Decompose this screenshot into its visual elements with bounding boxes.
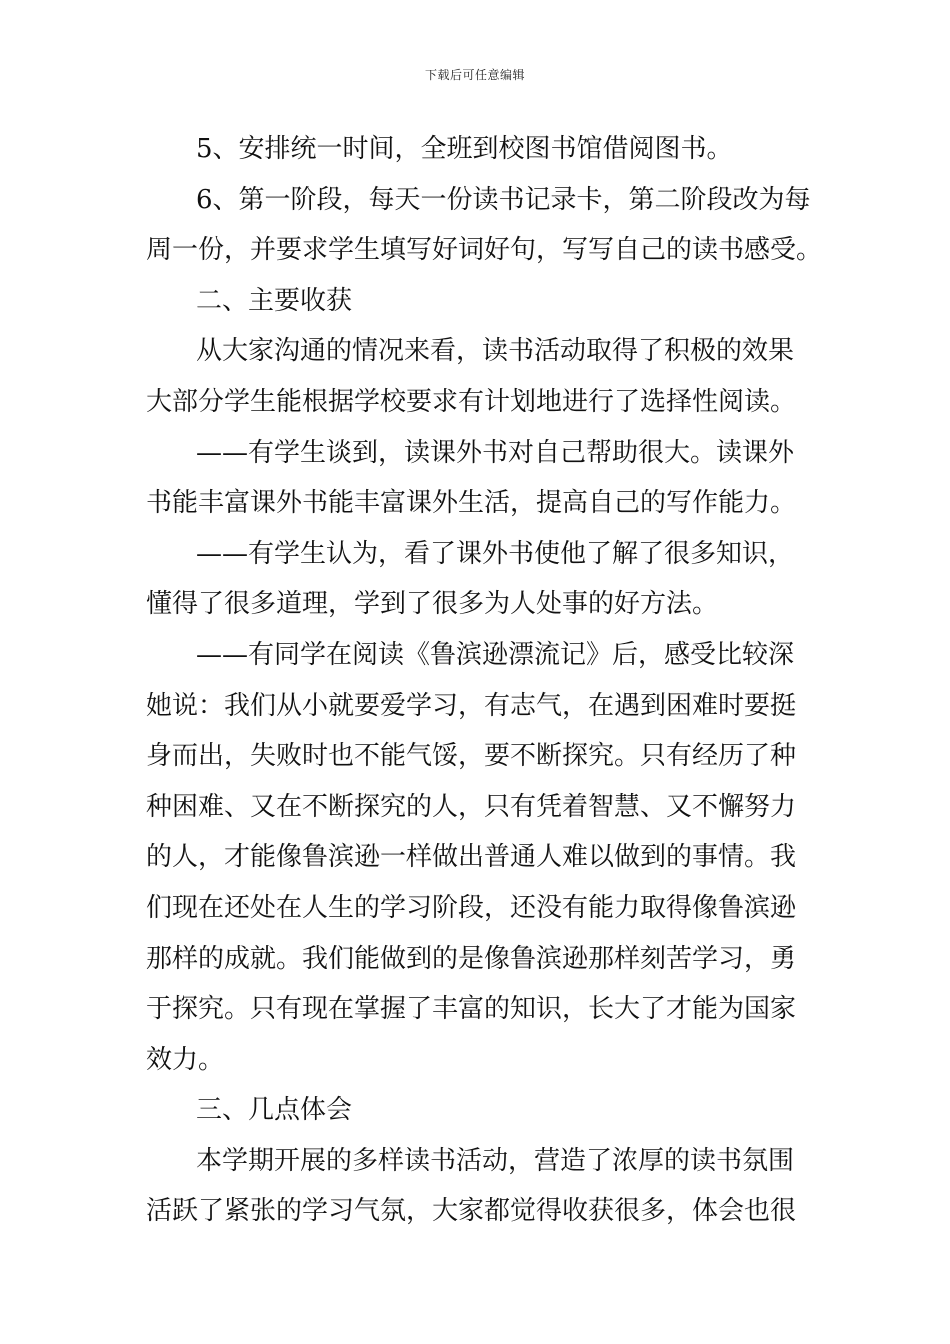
text-line: ——有学生谈到，读课外书对自己帮助很大。读课外 bbox=[196, 437, 795, 468]
text-line: ——有同学在阅读《鲁滨逊漂流记》后，感受比较深 bbox=[196, 639, 795, 670]
text-line: 周一份，并要求学生填写好词好句，写写自己的读书感受。 bbox=[146, 235, 823, 266]
text-line: 从大家沟通的情况来看，读书活动取得了积极的效果 bbox=[196, 336, 795, 367]
text-line: 她说：我们从小就要爱学习，有志气，在遇到困难时要挺 bbox=[146, 690, 797, 721]
text-line: 那样的成就。我们能做到的是像鲁滨逊那样刻苦学习，勇 bbox=[146, 943, 797, 974]
section-heading: 二、主要收获 bbox=[196, 285, 353, 316]
page-header-note: 下载后可任意编辑 bbox=[424, 68, 525, 82]
text-line: ——有学生认为，看了课外书使他了解了很多知识， bbox=[196, 538, 795, 569]
text-line: 本学期开展的多样读书活动，营造了浓厚的读书氛围 bbox=[196, 1145, 795, 1176]
text-line: 6、第一阶段，每天一份读书记录卡，第二阶段改为每 bbox=[196, 184, 811, 215]
text-line: 于探究。只有现在掌握了丰富的知识，长大了才能为国家 bbox=[146, 994, 797, 1025]
text-line: 身而出，失败时也不能气馁，要不断探究。只有经历了种 bbox=[146, 741, 797, 772]
document-body bbox=[146, 124, 823, 1237]
text-line: 活跃了紧张的学习气氛，大家都觉得收获很多，体会也很 bbox=[146, 1196, 797, 1227]
text-line: 懂得了很多道理，学到了很多为人处事的好方法。 bbox=[146, 589, 719, 620]
text-line: 大部分学生能根据学校要求有计划地进行了选择性阅读。 bbox=[146, 386, 797, 417]
text-line: 书能丰富课外书能丰富课外生活，提高自己的写作能力。 bbox=[146, 488, 797, 519]
section-heading: 三、几点体会 bbox=[196, 1095, 353, 1126]
text-line: 5、安排统一时间，全班到校图书馆借阅图书。 bbox=[196, 134, 733, 164]
text-line: 们现在还处在人生的学习阶段，还没有能力取得像鲁滨逊 bbox=[146, 892, 797, 923]
text-line: 效力。 bbox=[146, 1044, 225, 1075]
text-line: 种困难、又在不断探究的人，只有凭着智慧、又不懈努力 bbox=[146, 791, 797, 822]
text-line: 的人，才能像鲁滨逊一样做出普通人难以做到的事情。我 bbox=[146, 842, 797, 873]
